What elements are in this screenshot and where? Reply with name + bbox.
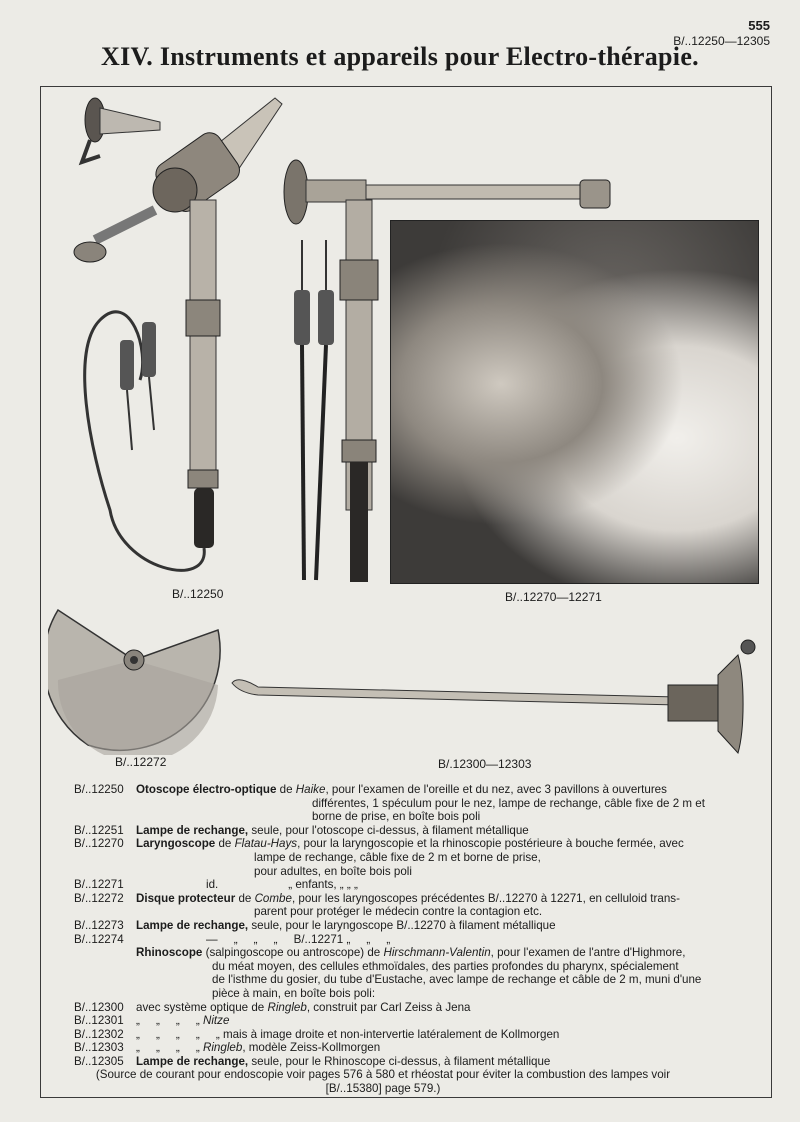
item-text: — „ „ „ B/..12271 „ „ „ [206, 932, 391, 946]
item-text: seule, pour l'otoscope ci-dessus, à filament métallique [248, 823, 529, 837]
page-title: XIV. Instruments et appareils pour Electro-thérapie. [101, 42, 699, 71]
item-code: B/..12301 [74, 1014, 124, 1028]
item-text: seule, pour le Rhinoscope ci-dessus, à filament métallique [248, 1054, 551, 1068]
item-author: Flatau-Hays [234, 837, 298, 851]
item-text: „ „ „ „ [136, 1041, 203, 1055]
description-list [74, 783, 752, 1096]
protective-disc-illustration [48, 605, 228, 755]
item-text: , pour les laryngoscopes précédentes B/..12270 à 12271, en celluloid trans- [291, 891, 680, 905]
item-code: B/..12273 [74, 918, 124, 932]
item-code: B/..12274 [74, 932, 124, 946]
list-item [74, 1014, 752, 1028]
item-name: Disque protecteur [136, 891, 236, 905]
rhinoscope-illustration [228, 635, 768, 760]
list-item [74, 892, 752, 906]
list-item [74, 919, 752, 933]
item-text: lampe de rechange, câble fixe de 2 m et borne de prise, [254, 850, 541, 864]
item-code: B/..12271 [74, 878, 124, 892]
item-text: de [215, 837, 235, 851]
list-item [74, 1028, 752, 1042]
list-item [74, 1001, 752, 1015]
item-code: B/..12303 [74, 1041, 124, 1055]
otoscope-illustration [60, 90, 290, 590]
item-text: pièce à main, en boîte bois poli: [212, 986, 376, 1000]
item-author: Combe [254, 891, 292, 905]
item-text: avec système optique de [136, 1000, 268, 1014]
item-text: „ „ „ „ „ [136, 1027, 223, 1041]
footer-note: [B/..15380] page 579.) [325, 1082, 441, 1096]
item-text: de [276, 783, 296, 796]
list-item [74, 946, 752, 960]
list-item [74, 783, 752, 797]
item-text: parent pour protéger le médecin contre la contagion etc. [254, 905, 543, 919]
footer-note: (Source de courant pour endoscopie voir pages 576 à 580 et rhéostat pour éviter la combustion des lampes voir [95, 1068, 671, 1082]
item-text: de l'isthme du gosier, du tube d'Eustache, avec lampe de rechange et câble de 2 m, muni d'une [212, 973, 702, 987]
item-text: , construit par Carl Zeiss à Jena [306, 1000, 471, 1014]
page-number: 555 [748, 18, 770, 33]
caption-rhinoscope: B/.12300—12303 [438, 757, 532, 771]
item-text: , modèle Zeiss-Kollmorgen [242, 1041, 381, 1055]
item-text: pour adultes, en boîte bois poli [254, 864, 412, 878]
item-author: Hirschmann-Valentin [383, 946, 491, 960]
item-text: borne de prise, en boîte bois poli [312, 810, 481, 824]
item-text: seule, pour le laryngoscope B/..12270 à filament métallique [248, 918, 556, 932]
item-author: Ringleb [267, 1000, 307, 1014]
item-code: B/..12251 [74, 823, 124, 837]
item-code: B/..12250 [74, 783, 124, 796]
list-item [74, 878, 752, 892]
item-name: Lampe de rechange, [136, 1054, 249, 1068]
list-item [74, 824, 752, 838]
item-code: B/..12270 [74, 837, 124, 851]
item-name: Lampe de rechange, [136, 918, 249, 932]
caption-otoscope: B/..12250 [172, 587, 224, 601]
list-item [74, 1055, 752, 1069]
item-text: , pour la laryngoscopie et la rhinoscopie postérieure à bouche fermée, avec [297, 837, 684, 851]
photo-examination [390, 220, 759, 584]
item-text: „ „ „ „ [136, 1014, 203, 1028]
list-item [74, 837, 752, 851]
item-text: , pour l'examen de l'antre d'Highmore, [490, 946, 686, 960]
item-name: Rhinoscope [136, 946, 203, 960]
item-text: , pour l'examen de l'oreille et du nez, avec 3 pavillons à ouvertures [325, 783, 667, 796]
item-text: „ enfants, „ „ „ [288, 878, 358, 892]
item-text: id. [206, 878, 219, 892]
item-author: Haike [295, 783, 326, 796]
caption-disque: B/..12272 [115, 755, 167, 769]
item-text: de [235, 891, 255, 905]
item-text: différentes, 1 spéculum pour le nez, lampe de rechange, câble fixe de 2 m et [312, 796, 705, 810]
page-range: B/..12250—12305 [673, 34, 770, 48]
item-text: (salpingoscope ou antroscope) de [202, 946, 384, 960]
item-name: Otoscope électro-optique [136, 783, 277, 796]
item-code: B/..12305 [74, 1054, 124, 1068]
item-name: Lampe de rechange, [136, 823, 249, 837]
item-code: B/..12300 [74, 1000, 124, 1014]
item-text: mais à image droite et non-intervertie latéralement de Kollmorgen [222, 1027, 560, 1041]
list-item [74, 933, 752, 947]
item-code: B/..12272 [74, 891, 124, 905]
item-name: Laryngoscope [136, 837, 216, 851]
list-item [74, 1041, 752, 1055]
item-text: du méat moyen, des cellules ethmoïdales, des parties profondes du pharynx, spécialement [212, 959, 679, 973]
caption-laryngoscope: B/..12270—12271 [505, 590, 602, 604]
item-author: Ringleb [202, 1041, 243, 1055]
item-author: Nitze [202, 1014, 230, 1028]
item-code: B/..12302 [74, 1027, 124, 1041]
